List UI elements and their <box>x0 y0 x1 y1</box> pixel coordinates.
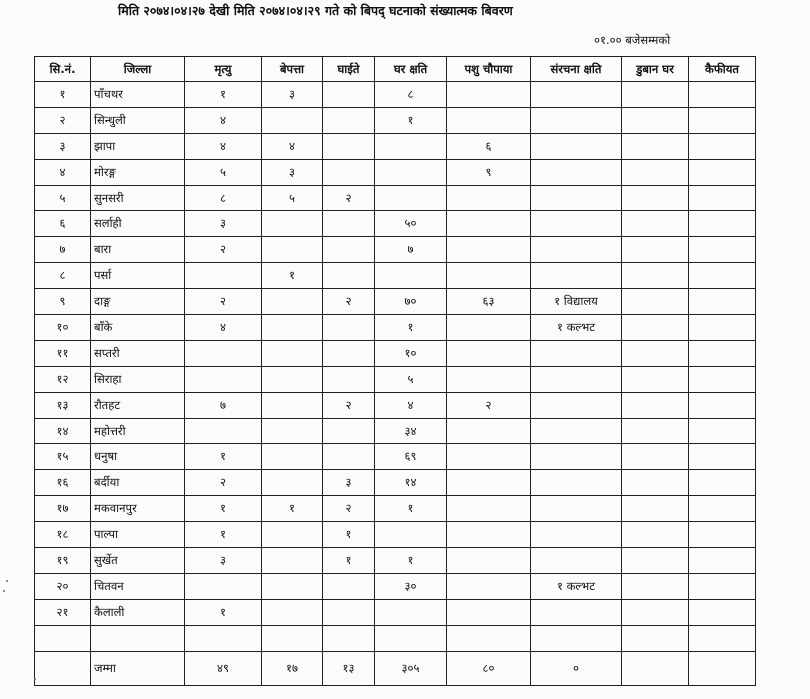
cell-flooded <box>622 133 689 159</box>
total-livestock: ८० <box>447 651 531 685</box>
cell-livestock: २ <box>447 392 531 418</box>
col-district-header: जिल्ला <box>91 57 185 82</box>
cell-missing <box>262 418 323 444</box>
total-label: जम्मा <box>91 651 185 685</box>
col-missing-header: बेपत्ता <box>262 57 323 82</box>
cell-district: मकवानपुर <box>91 496 185 522</box>
cell-structure <box>531 211 622 237</box>
table-row <box>35 470 756 496</box>
cell-district: सप्तरी <box>91 340 185 366</box>
cell-missing <box>262 211 323 237</box>
cell-missing <box>262 470 323 496</box>
total-deaths: ४९ <box>185 651 262 685</box>
cell-injured <box>323 211 375 237</box>
cell-structure <box>531 185 622 211</box>
cell-district: झापा <box>91 133 185 159</box>
cell-remarks <box>689 573 756 599</box>
cell-house: १० <box>375 340 447 366</box>
cell-remarks <box>689 392 756 418</box>
cell-livestock <box>447 107 531 133</box>
cell-sn: २० <box>35 573 91 599</box>
table-row <box>35 82 756 108</box>
cell-remarks <box>689 340 756 366</box>
cell-missing <box>262 522 323 548</box>
cell-missing <box>262 599 323 625</box>
cell-injured: ३ <box>323 470 375 496</box>
cell-sn: ७ <box>35 237 91 263</box>
cell-house: ६९ <box>375 444 447 470</box>
cell-district: सुनसरी <box>91 185 185 211</box>
cell-livestock <box>447 573 531 599</box>
cell-missing <box>262 340 323 366</box>
cell-structure: १ कल्भट <box>531 315 622 341</box>
cell-flooded <box>622 263 689 289</box>
cell-flooded <box>622 185 689 211</box>
scan-speck <box>34 678 36 680</box>
cell-district: महोत्तरी <box>91 418 185 444</box>
cell-district: बर्दीया <box>91 470 185 496</box>
cell-missing: ३ <box>262 159 323 185</box>
table-row <box>35 211 756 237</box>
cell-flooded <box>622 548 689 574</box>
cell-livestock <box>447 263 531 289</box>
cell-remarks <box>689 548 756 574</box>
cell-flooded <box>622 625 689 651</box>
table-row <box>35 522 756 548</box>
cell-injured <box>323 263 375 289</box>
total-injured: १३ <box>323 651 375 685</box>
cell-house: १ <box>375 496 447 522</box>
table-row <box>35 444 756 470</box>
cell-remarks <box>689 107 756 133</box>
table-row <box>35 340 756 366</box>
cell-deaths: ३ <box>185 211 262 237</box>
cell-house: ७० <box>375 289 447 315</box>
cell-sn <box>35 625 91 651</box>
cell-district: बाँके <box>91 315 185 341</box>
cell-house: ३० <box>375 573 447 599</box>
cell-house: १ <box>375 107 447 133</box>
cell-district: पर्सा <box>91 263 185 289</box>
cell-deaths: १ <box>185 496 262 522</box>
cell-remarks <box>689 159 756 185</box>
cell-sn: ८ <box>35 263 91 289</box>
cell-house <box>375 599 447 625</box>
cell-livestock <box>447 470 531 496</box>
table-row <box>35 107 756 133</box>
cell-house: १४ <box>375 470 447 496</box>
cell-remarks <box>689 82 756 108</box>
cell-flooded <box>622 599 689 625</box>
cell-remarks <box>689 418 756 444</box>
cell-house: ५ <box>375 366 447 392</box>
cell-flooded <box>622 237 689 263</box>
cell-missing <box>262 315 323 341</box>
report-title: मिति २०७४।०४।२७ देखी मिति २०७४।०४।२९ गते को बिपद् घटनाको संख्यात्मक बिवरण <box>118 3 513 18</box>
cell-deaths: ४ <box>185 107 262 133</box>
cell-injured <box>323 159 375 185</box>
cell-missing: ४ <box>262 133 323 159</box>
col-livestock-header: पशु चौपाया <box>447 57 531 82</box>
cell-injured <box>323 107 375 133</box>
total-house: ३०५ <box>375 651 447 685</box>
cell-sn: ११ <box>35 340 91 366</box>
table-row <box>35 573 756 599</box>
table-row <box>35 289 756 315</box>
cell-missing <box>262 392 323 418</box>
cell-injured <box>323 444 375 470</box>
header-row <box>35 57 756 82</box>
total-row <box>35 651 756 685</box>
cell-deaths: २ <box>185 237 262 263</box>
cell-structure <box>531 522 622 548</box>
cell-house <box>375 625 447 651</box>
cell-remarks <box>689 315 756 341</box>
cell-injured <box>323 625 375 651</box>
cell-district: सर्लाही <box>91 211 185 237</box>
cell-structure <box>531 133 622 159</box>
cell-district: कैलाली <box>91 599 185 625</box>
cell-remarks <box>689 444 756 470</box>
cell-injured <box>323 340 375 366</box>
total-flooded <box>622 651 689 685</box>
cell-district: धनुषा <box>91 444 185 470</box>
cell-livestock <box>447 237 531 263</box>
cell-flooded <box>622 496 689 522</box>
cell-remarks <box>689 263 756 289</box>
cell-flooded <box>622 418 689 444</box>
cell-remarks <box>689 211 756 237</box>
cell-injured <box>323 82 375 108</box>
table-row <box>35 315 756 341</box>
cell-sn: २१ <box>35 599 91 625</box>
cell-injured <box>323 418 375 444</box>
cell-missing <box>262 625 323 651</box>
cell-missing: १ <box>262 263 323 289</box>
cell-structure <box>531 599 622 625</box>
total-remarks <box>689 651 756 685</box>
cell-deaths: ४ <box>185 315 262 341</box>
cell-flooded <box>622 366 689 392</box>
cell-structure <box>531 159 622 185</box>
cell-livestock <box>447 599 531 625</box>
table-body <box>35 82 756 686</box>
cell-flooded <box>622 522 689 548</box>
table-row <box>35 418 756 444</box>
cell-deaths: १ <box>185 522 262 548</box>
cell-injured: २ <box>323 392 375 418</box>
cell-deaths: ४ <box>185 133 262 159</box>
cell-livestock <box>447 185 531 211</box>
cell-sn: ३ <box>35 133 91 159</box>
cell-deaths: १ <box>185 82 262 108</box>
cell-missing: ३ <box>262 82 323 108</box>
cell-house <box>375 263 447 289</box>
cell-flooded <box>622 82 689 108</box>
cell-house <box>375 133 447 159</box>
cell-injured: १ <box>323 548 375 574</box>
cell-injured <box>323 599 375 625</box>
scan-speck <box>6 580 8 582</box>
cell-house: ५० <box>375 211 447 237</box>
cell-deaths: २ <box>185 470 262 496</box>
cell-sn: १५ <box>35 444 91 470</box>
cell-sn: १३ <box>35 392 91 418</box>
cell-deaths: ५ <box>185 159 262 185</box>
cell-flooded <box>622 340 689 366</box>
cell-missing <box>262 289 323 315</box>
cell-livestock <box>447 315 531 341</box>
cell-flooded <box>622 444 689 470</box>
cell-house: ७ <box>375 237 447 263</box>
cell-flooded <box>622 573 689 599</box>
disaster-table <box>34 56 756 686</box>
cell-livestock <box>447 444 531 470</box>
cell-missing <box>262 237 323 263</box>
cell-livestock <box>447 340 531 366</box>
cell-district: सिन्धुली <box>91 107 185 133</box>
cell-structure <box>531 366 622 392</box>
col-deaths-header: मृत्यु <box>185 57 262 82</box>
cell-flooded <box>622 107 689 133</box>
cell-house <box>375 159 447 185</box>
cell-flooded <box>622 211 689 237</box>
cell-injured <box>323 573 375 599</box>
table-row <box>35 392 756 418</box>
cell-structure: १ कल्भट <box>531 573 622 599</box>
cell-deaths: ८ <box>185 185 262 211</box>
cell-remarks <box>689 625 756 651</box>
col-house-header: घर क्षति <box>375 57 447 82</box>
cell-district: चितवन <box>91 573 185 599</box>
cell-deaths: २ <box>185 289 262 315</box>
cell-structure <box>531 548 622 574</box>
cell-district: पाँचथर <box>91 82 185 108</box>
table-row <box>35 159 756 185</box>
cell-sn: १ <box>35 82 91 108</box>
cell-missing <box>262 444 323 470</box>
cell-injured <box>323 133 375 159</box>
cell-livestock <box>447 82 531 108</box>
cell-deaths <box>185 573 262 599</box>
cell-house <box>375 522 447 548</box>
cell-house: ४ <box>375 392 447 418</box>
cell-remarks <box>689 522 756 548</box>
cell-livestock <box>447 522 531 548</box>
cell-injured <box>323 366 375 392</box>
cell-missing <box>262 573 323 599</box>
cell-livestock <box>447 418 531 444</box>
col-injured-header: घाईते <box>323 57 375 82</box>
cell-structure <box>531 625 622 651</box>
total-structure: ० <box>531 651 622 685</box>
cell-sn: १८ <box>35 522 91 548</box>
table-row <box>35 548 756 574</box>
cell-livestock: ६३ <box>447 289 531 315</box>
cell-sn: १६ <box>35 470 91 496</box>
cell-structure <box>531 444 622 470</box>
cell-district: दाङ्ग <box>91 289 185 315</box>
cell-structure <box>531 496 622 522</box>
cell-livestock <box>447 211 531 237</box>
time-note: ०१.०० बजेसम्मको <box>594 33 671 47</box>
cell-sn: ४ <box>35 159 91 185</box>
cell-missing: १ <box>262 496 323 522</box>
cell-missing <box>262 366 323 392</box>
cell-structure <box>531 82 622 108</box>
cell-house <box>375 185 447 211</box>
cell-remarks <box>689 133 756 159</box>
cell-sn: १७ <box>35 496 91 522</box>
cell-sn: १४ <box>35 418 91 444</box>
cell-district: मोरङ्ग <box>91 159 185 185</box>
cell-district: सिराहा <box>91 366 185 392</box>
cell-flooded <box>622 289 689 315</box>
cell-deaths <box>185 625 262 651</box>
table-row <box>35 599 756 625</box>
cell-structure: १ विद्यालय <box>531 289 622 315</box>
cell-structure <box>531 392 622 418</box>
cell-livestock <box>447 366 531 392</box>
cell-deaths: १ <box>185 444 262 470</box>
cell-deaths <box>185 366 262 392</box>
cell-structure <box>531 237 622 263</box>
cell-house: १ <box>375 548 447 574</box>
cell-structure <box>531 340 622 366</box>
cell-deaths: ७ <box>185 392 262 418</box>
table-row <box>35 366 756 392</box>
cell-injured: १ <box>323 522 375 548</box>
cell-house: ८ <box>375 82 447 108</box>
cell-sn <box>35 651 91 685</box>
scan-speck <box>3 590 5 592</box>
cell-injured <box>323 315 375 341</box>
cell-remarks <box>689 496 756 522</box>
cell-structure <box>531 107 622 133</box>
cell-livestock <box>447 625 531 651</box>
cell-missing <box>262 107 323 133</box>
cell-deaths: ३ <box>185 548 262 574</box>
cell-remarks <box>689 237 756 263</box>
cell-remarks <box>689 470 756 496</box>
cell-remarks <box>689 289 756 315</box>
cell-district: सुर्खेत <box>91 548 185 574</box>
cell-livestock: ९ <box>447 159 531 185</box>
cell-sn: १९ <box>35 548 91 574</box>
cell-injured: २ <box>323 289 375 315</box>
cell-livestock <box>447 496 531 522</box>
cell-structure <box>531 470 622 496</box>
cell-deaths <box>185 263 262 289</box>
cell-house: १ <box>375 315 447 341</box>
cell-sn: १० <box>35 315 91 341</box>
col-structure-header: संरचना क्षति <box>531 57 622 82</box>
cell-sn: ६ <box>35 211 91 237</box>
table-row <box>35 185 756 211</box>
cell-flooded <box>622 315 689 341</box>
cell-flooded <box>622 470 689 496</box>
cell-injured <box>323 237 375 263</box>
cell-remarks <box>689 599 756 625</box>
cell-structure <box>531 418 622 444</box>
col-sn-header: सि.नं. <box>35 57 91 82</box>
cell-flooded <box>622 159 689 185</box>
cell-house: ३४ <box>375 418 447 444</box>
cell-sn: २ <box>35 107 91 133</box>
cell-remarks <box>689 366 756 392</box>
cell-injured: २ <box>323 496 375 522</box>
table-row <box>35 496 756 522</box>
cell-livestock: ६ <box>447 133 531 159</box>
cell-district <box>91 625 185 651</box>
table-row <box>35 263 756 289</box>
total-missing: १७ <box>262 651 323 685</box>
cell-missing <box>262 548 323 574</box>
cell-deaths <box>185 340 262 366</box>
col-remarks-header: कैफीयत <box>689 57 756 82</box>
cell-deaths: १ <box>185 599 262 625</box>
cell-structure <box>531 263 622 289</box>
cell-district: रौतहट <box>91 392 185 418</box>
cell-remarks <box>689 185 756 211</box>
table-row <box>35 237 756 263</box>
cell-sn: ५ <box>35 185 91 211</box>
cell-missing: ५ <box>262 185 323 211</box>
table-row <box>35 625 756 651</box>
col-flooded-header: डुबान घर <box>622 57 689 82</box>
cell-deaths <box>185 418 262 444</box>
cell-livestock <box>447 548 531 574</box>
cell-district: पाल्पा <box>91 522 185 548</box>
cell-injured: २ <box>323 185 375 211</box>
cell-flooded <box>622 392 689 418</box>
cell-sn: ९ <box>35 289 91 315</box>
table-row <box>35 133 756 159</box>
cell-district: बारा <box>91 237 185 263</box>
cell-sn: १२ <box>35 366 91 392</box>
